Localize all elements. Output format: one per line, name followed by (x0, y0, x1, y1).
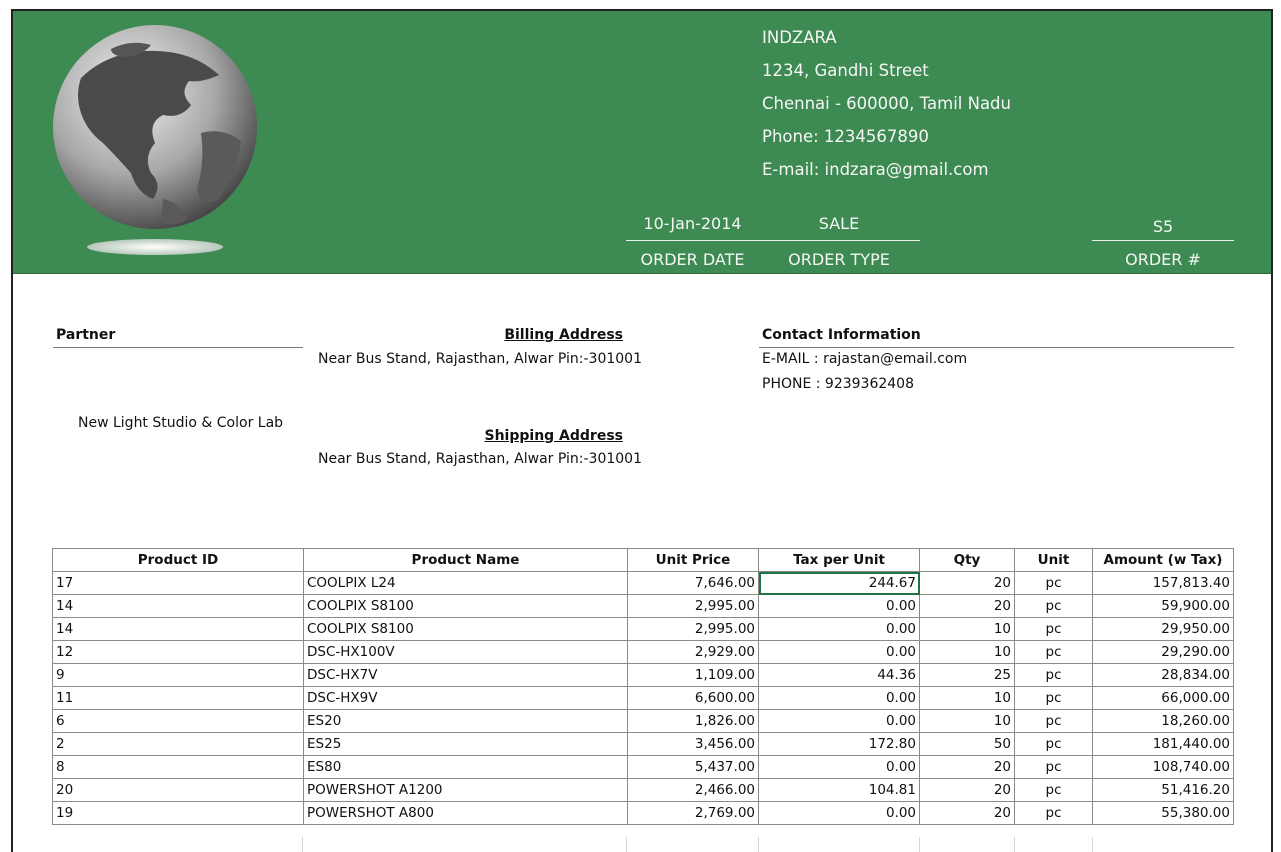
grid-line (302, 837, 303, 852)
table-row (53, 710, 1234, 733)
shipping-address-label: Shipping Address (484, 428, 623, 444)
cell-amount[interactable]: 55,380.00 (1093, 802, 1234, 825)
cell-amount[interactable]: 18,260.00 (1093, 710, 1234, 733)
col-header-product-id: Product ID (53, 549, 304, 572)
company-street: 1234, Gandhi Street (762, 61, 929, 80)
col-header-amount: Amount (w Tax) (1093, 549, 1234, 572)
table-row (53, 779, 1234, 802)
cell-unit-price[interactable]: 2,769.00 (628, 802, 759, 825)
company-phone: Phone: 1234567890 (762, 127, 929, 146)
cell-unit-price[interactable]: 5,437.00 (628, 756, 759, 779)
contact-email[interactable]: E-MAIL : rajastan@email.com (762, 351, 968, 367)
cell-product-id[interactable]: 14 (53, 595, 304, 618)
cell-unit[interactable]: pc (1015, 779, 1093, 802)
cell-tax-per-unit[interactable]: 0.00 (759, 618, 920, 641)
cell-product-name[interactable]: ES80 (304, 756, 628, 779)
company-city: Chennai - 600000, Tamil Nadu (762, 94, 1011, 113)
cell-tax-per-unit[interactable]: 0.00 (759, 687, 920, 710)
cell-product-id[interactable]: 12 (53, 641, 304, 664)
grid-line (1014, 837, 1015, 852)
grid-line (626, 837, 627, 852)
table-row (53, 687, 1234, 710)
cell-product-name[interactable]: DSC-HX100V (304, 641, 628, 664)
cell-amount[interactable]: 28,834.00 (1093, 664, 1234, 687)
cell-unit[interactable]: pc (1015, 756, 1093, 779)
cell-product-id[interactable]: 19 (53, 802, 304, 825)
partner-name[interactable]: New Light Studio & Color Lab (78, 415, 284, 431)
contact-phone[interactable]: PHONE : 9239362408 (762, 376, 914, 392)
cell-tax-per-unit[interactable]: 244.67 (759, 572, 920, 595)
cell-product-id[interactable]: 17 (53, 572, 304, 595)
cell-unit-price[interactable]: 2,995.00 (628, 595, 759, 618)
cell-qty[interactable]: 20 (920, 756, 1015, 779)
order-items-table (52, 548, 1234, 825)
cell-qty[interactable]: 20 (920, 572, 1015, 595)
order-type-label: ORDER TYPE (788, 250, 890, 269)
cell-qty[interactable]: 10 (920, 618, 1015, 641)
cell-unit[interactable]: pc (1015, 687, 1093, 710)
cell-unit-price[interactable]: 2,929.00 (628, 641, 759, 664)
cell-product-name[interactable]: COOLPIX S8100 (304, 595, 628, 618)
cell-tax-per-unit[interactable]: 0.00 (759, 710, 920, 733)
cell-product-name[interactable]: DSC-HX7V (304, 664, 628, 687)
cell-tax-per-unit[interactable]: 0.00 (759, 595, 920, 618)
cell-unit-price[interactable]: 2,995.00 (628, 618, 759, 641)
grid-line (758, 837, 759, 852)
cell-qty[interactable]: 20 (920, 802, 1015, 825)
table-row (53, 756, 1234, 779)
cell-unit-price[interactable]: 2,466.00 (628, 779, 759, 802)
cell-unit[interactable]: pc (1015, 572, 1093, 595)
company-email: E-mail: indzara@gmail.com (762, 160, 989, 179)
cell-tax-per-unit[interactable]: 44.36 (759, 664, 920, 687)
cell-tax-per-unit[interactable]: 0.00 (759, 641, 920, 664)
company-name: INDZARA (762, 28, 837, 47)
cell-product-id[interactable]: 11 (53, 687, 304, 710)
cell-product-name[interactable]: POWERSHOT A1200 (304, 779, 628, 802)
cell-amount[interactable]: 59,900.00 (1093, 595, 1234, 618)
cell-product-name[interactable]: DSC-HX9V (304, 687, 628, 710)
cell-tax-per-unit[interactable]: 104.81 (759, 779, 920, 802)
cell-product-id[interactable]: 20 (53, 779, 304, 802)
table-header-row (53, 549, 1234, 572)
col-header-qty: Qty (920, 549, 1015, 572)
billing-address-label: Billing Address (504, 327, 623, 343)
cell-qty[interactable]: 10 (920, 710, 1015, 733)
col-header-unit: Unit (1015, 549, 1093, 572)
col-header-product-name: Product Name (304, 549, 628, 572)
cell-product-name[interactable]: POWERSHOT A800 (304, 802, 628, 825)
cell-unit-price[interactable]: 6,600.00 (628, 687, 759, 710)
cell-amount[interactable]: 51,416.20 (1093, 779, 1234, 802)
cell-qty[interactable]: 10 (920, 641, 1015, 664)
table-row (53, 572, 1234, 595)
order-number-label: ORDER # (1125, 250, 1201, 269)
order-date-label: ORDER DATE (640, 250, 745, 269)
cell-product-id[interactable]: 6 (53, 710, 304, 733)
cell-unit[interactable]: pc (1015, 618, 1093, 641)
cell-tax-per-unit[interactable]: 172.80 (759, 733, 920, 756)
cell-unit[interactable]: pc (1015, 641, 1093, 664)
cell-product-name[interactable]: ES25 (304, 733, 628, 756)
cell-unit-price[interactable]: 7,646.00 (628, 572, 759, 595)
order-number-value[interactable]: S5 (1152, 217, 1174, 236)
partner-label: Partner (56, 327, 116, 343)
cell-product-id[interactable]: 2 (53, 733, 304, 756)
cell-tax-per-unit[interactable]: 0.00 (759, 802, 920, 825)
cell-qty[interactable]: 25 (920, 664, 1015, 687)
cell-qty[interactable]: 20 (920, 595, 1015, 618)
partner-underline (53, 347, 303, 348)
cell-unit[interactable]: pc (1015, 664, 1093, 687)
table-row (53, 802, 1234, 825)
cell-amount[interactable]: 108,740.00 (1093, 756, 1234, 779)
contact-info-label: Contact Information (762, 327, 921, 343)
order-date-value[interactable]: 10-Jan-2014 (643, 214, 742, 233)
cell-product-name[interactable]: COOLPIX S8100 (304, 618, 628, 641)
table-row (53, 733, 1234, 756)
cell-unit[interactable]: pc (1015, 710, 1093, 733)
table-row (53, 595, 1234, 618)
cell-product-name[interactable]: COOLPIX L24 (304, 572, 628, 595)
cell-amount[interactable]: 157,813.40 (1093, 572, 1234, 595)
col-header-tax-per-unit: Tax per Unit (759, 549, 920, 572)
cell-qty[interactable]: 50 (920, 733, 1015, 756)
table-row (53, 664, 1234, 687)
cell-product-id[interactable]: 14 (53, 618, 304, 641)
cell-product-id[interactable]: 8 (53, 756, 304, 779)
cell-amount[interactable]: 29,950.00 (1093, 618, 1234, 641)
order-type-value[interactable]: SALE (818, 214, 860, 233)
cell-unit-price[interactable]: 3,456.00 (628, 733, 759, 756)
cell-unit-price[interactable]: 1,109.00 (628, 664, 759, 687)
cell-unit[interactable]: pc (1015, 595, 1093, 618)
col-header-unit-price: Unit Price (628, 549, 759, 572)
cell-product-id[interactable]: 9 (53, 664, 304, 687)
cell-qty[interactable]: 20 (920, 779, 1015, 802)
cell-tax-per-unit[interactable]: 0.00 (759, 756, 920, 779)
cell-amount[interactable]: 29,290.00 (1093, 641, 1234, 664)
billing-address[interactable]: Near Bus Stand, Rajasthan, Alwar Pin:-301001 (318, 351, 642, 367)
cell-unit[interactable]: pc (1015, 802, 1093, 825)
contact-underline (759, 347, 1234, 348)
shipping-address[interactable]: Near Bus Stand, Rajasthan, Alwar Pin:-301001 (318, 451, 642, 467)
cell-amount[interactable]: 181,440.00 (1093, 733, 1234, 756)
cell-product-name[interactable]: ES20 (304, 710, 628, 733)
cell-unit-price[interactable]: 1,826.00 (628, 710, 759, 733)
grid-line (1092, 837, 1093, 852)
table-row (53, 641, 1234, 664)
cell-amount[interactable]: 66,000.00 (1093, 687, 1234, 710)
grid-line (919, 837, 920, 852)
cell-unit[interactable]: pc (1015, 733, 1093, 756)
table-row (53, 618, 1234, 641)
cell-qty[interactable]: 10 (920, 687, 1015, 710)
